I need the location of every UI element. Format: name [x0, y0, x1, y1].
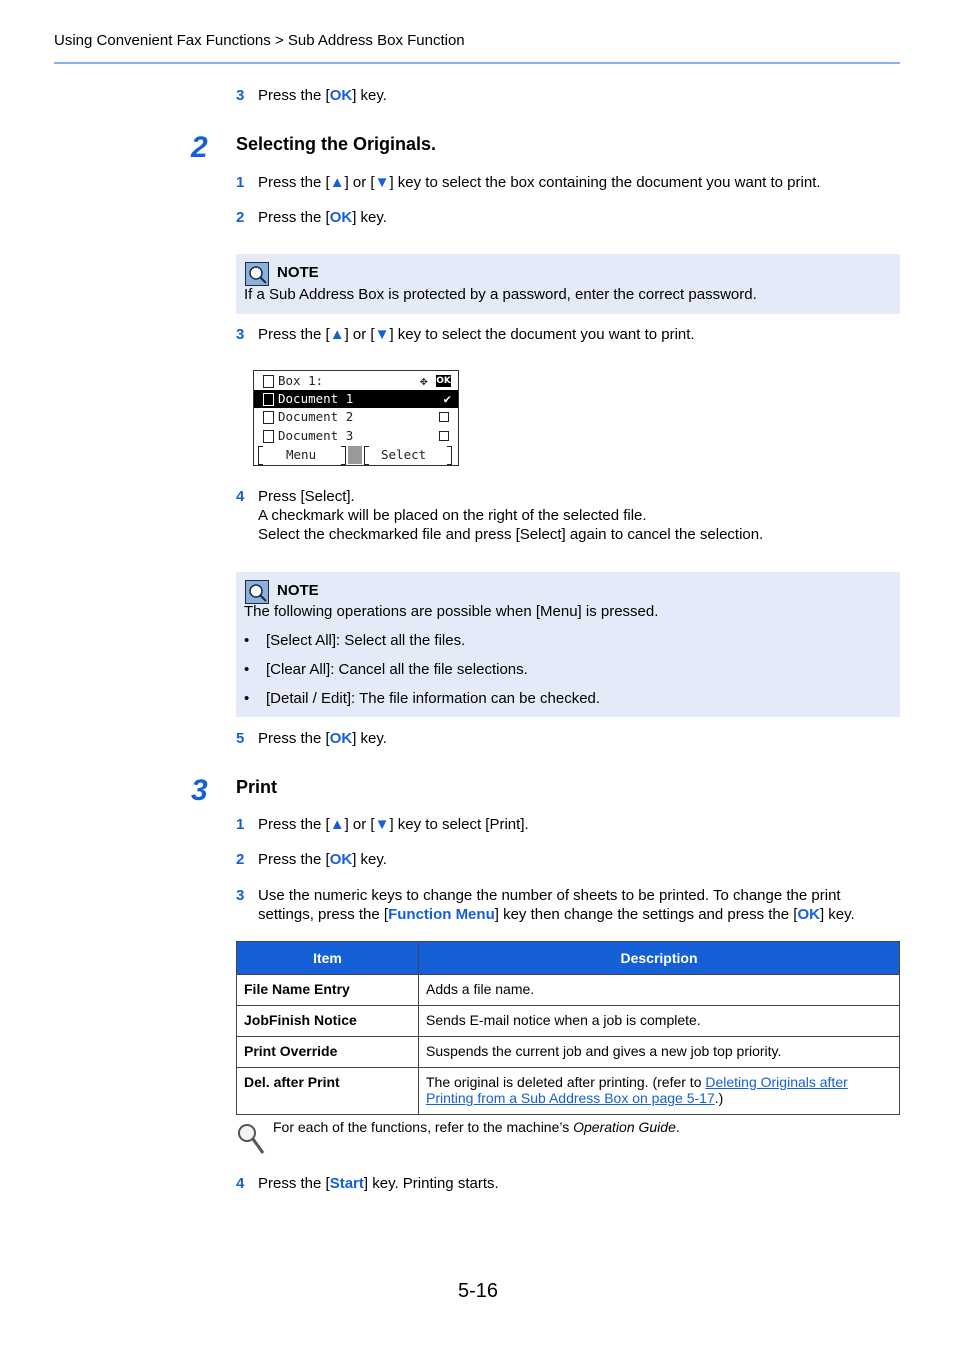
softkey-select[interactable]: Select [364, 446, 452, 464]
step-press-ok: 5 Press the [OK] key. [236, 730, 387, 747]
note-text: The following operations are possible when [Menu] is pressed. [244, 603, 659, 620]
page-number: 5-16 [458, 1280, 499, 1302]
note-label: NOTE [277, 582, 319, 599]
ok-key: OK [329, 730, 353, 747]
note-box [236, 572, 900, 717]
section-number: 3 [191, 774, 208, 807]
description-cell: Adds a file name. [419, 975, 900, 1006]
down-key: ▼ [374, 816, 390, 833]
step-press-select: 4 Press [Select]. [236, 488, 355, 505]
step-select-print: 1 Press the [▲] or [▼] key to select [Print]. [236, 816, 529, 833]
item-cell: JobFinish Notice [237, 1006, 419, 1037]
description-cell: Sends E-mail notice when a job is complete. [419, 1006, 900, 1037]
column-header: Item [237, 942, 419, 975]
note-box [236, 254, 900, 314]
breadcrumb: Using Convenient Fax Functions > Sub Address Box Function [54, 32, 465, 49]
up-key: ▲ [329, 816, 345, 833]
list-item: • [Clear All]: Cancel all the file selections. [244, 661, 528, 678]
note-label: NOTE [277, 264, 319, 281]
step-detail-line: settings, press the [Function Menu] key then change the settings and press the [OK] key. [258, 906, 855, 923]
function-table [236, 941, 900, 1115]
ok-key: OK [329, 209, 353, 226]
step-number: 3 [236, 87, 245, 104]
down-key: ▼ [374, 174, 390, 191]
item-cell: Print Override [237, 1037, 419, 1068]
description-cell: The original is deleted after printing. (refer to Deleting Originals after Printing from a Sub Address Box on page 5-17.) [419, 1068, 900, 1115]
document-icon [263, 411, 274, 424]
step-detail-line: Select the checkmarked file and press [Select] again to cancel the selection. [258, 526, 764, 543]
down-key: ▼ [374, 326, 390, 343]
note-text: If a Sub Address Box is protected by a password, enter the correct password. [244, 286, 757, 303]
up-key: ▲ [329, 326, 345, 343]
section-title: Print [236, 777, 278, 797]
magnifier-icon [236, 1122, 266, 1156]
checkbox-icon [439, 431, 449, 441]
lcd-panel [253, 370, 459, 466]
document-icon [263, 393, 274, 406]
softkey-menu[interactable]: Menu [258, 446, 346, 464]
step-select-document: 3 Press the [▲] or [▼] key to select the document you want to print. [236, 326, 695, 343]
step-select-box: 1 Press the [▲] or [▼] key to select the box containing the document you want to print. [236, 174, 821, 191]
list-item: • [Select All]: Select all the files. [244, 632, 466, 649]
column-header: Description [419, 942, 900, 975]
table-header-row [237, 942, 900, 975]
step-press-ok: 2 Press the [OK] key. [236, 851, 387, 868]
up-key: ▲ [329, 174, 345, 191]
list-item: • [Detail / Edit]: The file information can be checked. [244, 690, 601, 707]
step-press-start: 4 Press the [Start] key. Printing starts. [236, 1175, 499, 1192]
note-icon [245, 580, 269, 604]
ok-indicator: OK [436, 376, 451, 386]
lcd-title-row [254, 372, 458, 390]
header-divider [54, 62, 900, 64]
step-detail-line: A checkmark will be placed on the right of the selected file. [258, 507, 647, 524]
box-icon [263, 375, 274, 388]
step-change-sheets: 3 Use the numeric keys to change the number of sheets to be printed. To change the print [236, 887, 841, 904]
step-press-ok-top: 3 Press the [OK] key. [236, 87, 387, 104]
section-title: Selecting the Originals. [236, 134, 437, 154]
cross-reference-link[interactable]: Deleting Originals after [705, 1074, 848, 1090]
item-cell: Del. after Print [237, 1068, 419, 1115]
cross-reference-link[interactable]: Printing from a Sub Address Box on page 5-17 [426, 1090, 715, 1106]
table-row [237, 1037, 900, 1068]
checkmark-icon: ✔ [443, 391, 451, 406]
table-row [237, 975, 900, 1006]
section-number: 2 [191, 131, 208, 164]
lcd-list-item[interactable]: Document 1 ✔ [254, 390, 458, 408]
ok-key: OK [329, 851, 353, 868]
ok-key: OK [797, 906, 820, 923]
scroll-arrows-icon: ✥ [420, 373, 428, 388]
table-row [237, 1006, 900, 1037]
checkbox-icon [439, 412, 449, 422]
lcd-list-item[interactable]: Document 2 [254, 408, 458, 426]
lcd-title: Box 1: [278, 373, 324, 388]
function-menu-key: Function Menu [388, 906, 495, 923]
softkey-divider [348, 446, 362, 464]
step-press-ok: 2 Press the [OK] key. [236, 209, 387, 226]
start-key: Start [329, 1175, 364, 1192]
lcd-list-item[interactable]: Document 3 [254, 427, 458, 445]
item-cell: File Name Entry [237, 975, 419, 1006]
table-row [237, 1068, 900, 1115]
note-icon [245, 262, 269, 286]
ok-key: OK [329, 87, 353, 104]
document-icon [263, 430, 274, 443]
reference-note: For each of the functions, refer to the machine’s Operation Guide. [273, 1119, 680, 1135]
description-cell: Suspends the current job and gives a new job top priority. [419, 1037, 900, 1068]
